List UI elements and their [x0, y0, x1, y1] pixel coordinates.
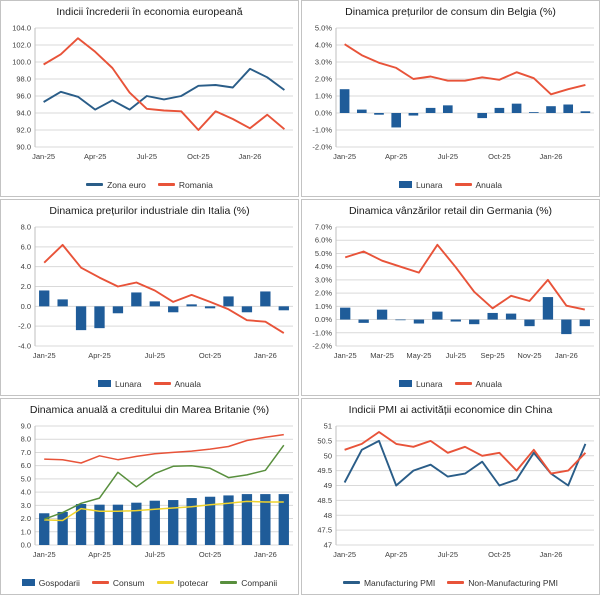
legend-item — [154, 379, 201, 389]
y-axis-tick-label: 9.0 — [20, 421, 31, 431]
bar — [426, 108, 436, 113]
y-axis-tick-label: 1.0 — [20, 527, 31, 537]
y-axis-tick-label: 92.0 — [16, 125, 31, 135]
bar — [39, 290, 49, 306]
chart-legend — [302, 574, 599, 591]
legend-label: Lunara — [416, 179, 443, 190]
y-axis-tick-label: 47 — [323, 540, 332, 550]
bar — [242, 306, 252, 312]
x-axis-tick-label: Apr-25 — [83, 152, 107, 161]
y-axis-tick-label: 49.5 — [317, 466, 332, 476]
y-axis-tick-label: 6.0 — [20, 242, 31, 252]
bar — [76, 306, 86, 330]
x-axis-tick-label: Jan-26 — [253, 351, 277, 360]
bar — [150, 501, 160, 545]
bar — [409, 113, 419, 116]
legend-line-marker — [455, 382, 472, 385]
y-axis-tick-label: 0.0% — [314, 108, 332, 118]
bar — [168, 306, 178, 312]
x-axis-tick-label: Jan-26 — [539, 152, 563, 161]
bar — [94, 306, 104, 328]
x-axis-tick-label: Oct-25 — [198, 351, 222, 360]
bar-series — [340, 297, 590, 334]
y-axis-tick-label: 3.0% — [314, 275, 332, 285]
x-axis-tick-label: Jan-26 — [253, 550, 277, 559]
x-axis-tick-label: Oct-25 — [198, 550, 222, 559]
bar — [414, 320, 424, 324]
x-axis-tick-label: Jan-25 — [333, 550, 357, 559]
x-axis-tick-label: Jan-26 — [539, 550, 563, 559]
chart-canvas — [1, 420, 298, 574]
chart-canvas — [1, 221, 298, 375]
legend-label: Gospodarii — [38, 577, 80, 588]
legend-line-marker — [220, 581, 237, 584]
y-axis-tick-label: 4.0 — [20, 487, 31, 497]
legend-item — [157, 578, 209, 588]
bar — [391, 113, 401, 127]
y-axis-tick-label: 50.5 — [317, 436, 332, 446]
bar — [357, 110, 367, 113]
y-axis-tick-label: -4.0 — [18, 341, 31, 351]
x-axis-tick-label: Jan-25 — [32, 152, 56, 161]
x-axis-tick-label: Apr-25 — [384, 152, 408, 161]
legend-label: Lunara — [416, 378, 443, 389]
chart-panel-preturi-industriale-italia — [0, 199, 299, 396]
x-axis-tick-label: Jul-25 — [144, 550, 166, 559]
y-axis-tick-label: 51 — [323, 421, 332, 431]
bar — [168, 500, 178, 545]
legend-label: Anuala — [475, 378, 502, 389]
bar — [563, 105, 573, 114]
legend-bar-marker — [22, 579, 35, 586]
chart-legend — [1, 176, 298, 193]
legend-line-marker — [343, 581, 360, 584]
y-axis-tick-label: 2.0 — [20, 514, 31, 524]
line-series — [44, 38, 285, 130]
x-axis-tick-label: Jul-25 — [144, 351, 166, 360]
y-axis-tick-label: -2.0% — [312, 142, 332, 152]
legend-label: Ipotecar — [177, 577, 209, 588]
line-series — [345, 432, 586, 474]
y-axis-tick-label: 0.0 — [20, 540, 31, 550]
y-axis-tick-label: -1.0% — [312, 328, 332, 338]
bar — [543, 297, 553, 319]
y-axis-tick-label: 104.0 — [12, 23, 31, 33]
legend-item — [399, 180, 442, 190]
y-axis-tick-label: 7.0 — [20, 447, 31, 457]
x-axis-tick-label: Jan-25 — [32, 351, 56, 360]
bar — [131, 292, 141, 306]
bar — [223, 296, 233, 306]
legend-item — [98, 379, 141, 389]
y-axis-tick-label: 102.0 — [12, 40, 31, 50]
bar-series — [340, 89, 590, 127]
bar — [524, 320, 534, 327]
chart-title: Dinamica prețurilor industriale din Italia (%) — [49, 205, 250, 217]
chart-panel-vanzari-retail-germania — [301, 199, 600, 396]
legend-label: Anuala — [174, 378, 201, 389]
legend-item — [92, 578, 145, 588]
bar — [580, 320, 590, 327]
legend-item — [455, 180, 502, 190]
bar — [340, 89, 350, 113]
bar — [279, 306, 289, 310]
y-axis-tick-label: -2.0% — [312, 341, 332, 351]
y-axis-tick-label: 3.0% — [314, 57, 332, 67]
x-axis-tick-label: May-25 — [406, 351, 432, 360]
y-axis-tick-label: 2.0% — [314, 288, 332, 298]
chart-panel-preturi-consum-belgia — [301, 0, 600, 197]
legend-item — [455, 379, 502, 389]
legend-label: Manufacturing PMI — [363, 577, 436, 588]
y-axis-tick-label: 3.0 — [20, 500, 31, 510]
y-axis-tick-label: 0.0% — [314, 315, 332, 325]
chart-panel-pmi-china — [301, 398, 600, 595]
y-axis-tick-label: 2.0 — [20, 282, 31, 291]
bar — [451, 320, 461, 322]
chart-canvas — [302, 22, 599, 176]
chart-canvas — [302, 221, 599, 375]
x-axis-tick-label: Jul-25 — [437, 152, 459, 161]
y-axis-tick-label: 96.0 — [16, 91, 31, 101]
bar — [495, 108, 505, 113]
bar — [340, 308, 350, 320]
chart-panel-credit-marea-britanie — [0, 398, 299, 595]
y-axis-tick-label: 8.0 — [20, 434, 31, 444]
bar — [395, 320, 405, 321]
legend-label: Romania — [178, 179, 213, 190]
legend-item — [158, 180, 213, 190]
chart-legend — [302, 375, 599, 392]
y-axis-tick-label: 94.0 — [16, 108, 31, 118]
x-axis-tick-label: Jan-25 — [333, 351, 357, 360]
legend-label: Zona euro — [107, 179, 146, 190]
legend-item — [447, 578, 558, 588]
legend-line-marker — [455, 183, 472, 186]
x-axis-tick-label: Mar-25 — [370, 351, 394, 360]
y-axis-tick-label: 5.0% — [314, 248, 332, 258]
x-axis-tick-label: Oct-25 — [488, 550, 511, 559]
x-axis-tick-label: Apr-25 — [88, 550, 111, 559]
y-axis-tick-label: 6.0 — [20, 461, 31, 471]
chart-title: Dinamica prețurilor de consum din Belgia (%) — [345, 6, 556, 18]
chart-title: Dinamica anuală a creditului din Marea Britanie (%) — [29, 404, 270, 416]
y-axis-tick-label: 1.0% — [314, 301, 332, 311]
x-axis-tick-label: Jul-25 — [437, 550, 459, 559]
x-axis-tick-label: Apr-25 — [384, 550, 408, 559]
y-axis-tick-label: 90.0 — [16, 142, 31, 152]
x-axis-tick-label: Oct-25 — [488, 152, 511, 161]
y-axis-tick-label: 49 — [323, 481, 332, 490]
legend-label: Non-Manufacturing PMI — [468, 577, 559, 588]
y-axis-tick-label: 98.0 — [16, 74, 31, 84]
legend-item — [86, 180, 146, 190]
chart-title: Dinamica vânzărilor retail din Germania (%) — [348, 205, 553, 217]
bar — [131, 503, 141, 545]
chart-legend — [1, 574, 298, 591]
y-axis-tick-label: -2.0 — [18, 321, 31, 331]
bar — [57, 299, 67, 306]
legend-line-marker — [447, 581, 464, 584]
x-axis-tick-label: Nov-25 — [517, 351, 542, 360]
legend-bar-marker — [98, 380, 111, 387]
line-series — [44, 69, 285, 110]
chart-canvas — [302, 420, 599, 574]
legend-line-marker — [157, 581, 174, 584]
y-axis-tick-label: 6.0% — [314, 235, 332, 245]
legend-item — [343, 578, 435, 588]
y-axis-tick-label: 2.0% — [314, 74, 332, 84]
legend-label: Consum — [112, 577, 145, 588]
bar — [477, 113, 487, 118]
chart-title: Indicii încrederii în economia europeană — [56, 6, 243, 18]
x-axis-tick-label: Oct-25 — [187, 152, 210, 161]
legend-line-marker — [86, 183, 103, 186]
y-axis-tick-label: 4.0 — [20, 262, 31, 272]
legend-item — [399, 379, 442, 389]
bar — [487, 313, 497, 320]
bar — [432, 312, 442, 320]
legend-line-marker — [92, 581, 109, 584]
x-axis-tick-label: Jan-26 — [238, 152, 262, 161]
chart-legend — [302, 176, 599, 193]
bar — [512, 104, 522, 113]
bar — [374, 113, 384, 115]
bar — [529, 112, 539, 113]
y-axis-tick-label: 5.0% — [314, 23, 332, 33]
chart-title: Indicii PMI ai activității economice din China — [348, 404, 553, 416]
y-axis-tick-label: 7.0% — [314, 222, 332, 232]
chart-panel-incredere-europa — [0, 0, 299, 197]
y-axis-tick-label: 1.0% — [314, 91, 332, 101]
chart-canvas — [1, 22, 298, 176]
bar — [113, 306, 123, 313]
y-axis-tick-label: -1.0% — [312, 125, 332, 135]
x-axis-tick-label: Jan-25 — [333, 152, 357, 161]
bar — [561, 320, 571, 335]
y-axis-tick-label: 5.0 — [20, 474, 31, 484]
x-axis-tick-label: Jul-25 — [136, 152, 158, 161]
x-axis-tick-label: Apr-25 — [88, 351, 111, 360]
y-axis-tick-label: 4.0% — [314, 262, 332, 272]
line-series — [345, 44, 586, 94]
bar — [506, 314, 516, 320]
bar — [260, 291, 270, 306]
y-axis-tick-label: 48.5 — [317, 495, 332, 505]
y-axis-tick-label: 100.0 — [12, 57, 31, 67]
x-axis-tick-label: Sep-25 — [480, 351, 505, 360]
bar — [358, 320, 368, 323]
legend-line-marker — [158, 183, 175, 186]
y-axis-tick-label: 50 — [323, 451, 332, 461]
bar — [469, 320, 479, 325]
legend-bar-marker — [399, 181, 412, 188]
legend-label: Lunara — [115, 378, 142, 389]
legend-item — [22, 578, 80, 588]
bar — [546, 106, 556, 113]
bar — [377, 310, 387, 320]
x-axis-tick-label: Jan-25 — [32, 550, 56, 559]
chart-legend — [1, 375, 298, 392]
bar — [581, 111, 591, 113]
y-axis-tick-label: 48 — [323, 510, 332, 520]
bar — [186, 498, 196, 545]
x-axis-tick-label: Jul-25 — [445, 351, 467, 360]
y-axis-tick-label: 0.0 — [20, 301, 31, 311]
bar — [186, 304, 196, 306]
bar — [205, 306, 215, 308]
bar — [57, 512, 67, 545]
y-axis-tick-label: 47.5 — [317, 525, 332, 535]
bar — [150, 301, 160, 306]
legend-line-marker — [154, 382, 171, 385]
y-axis-tick-label: 8.0 — [20, 222, 31, 232]
legend-bar-marker — [399, 380, 412, 387]
legend-label: Anuala — [475, 179, 502, 190]
y-axis-tick-label: 4.0% — [314, 40, 332, 50]
bar — [443, 105, 453, 113]
legend-label: Companii — [241, 577, 278, 588]
legend-item — [220, 578, 277, 588]
x-axis-tick-label: Jan-26 — [554, 351, 578, 360]
